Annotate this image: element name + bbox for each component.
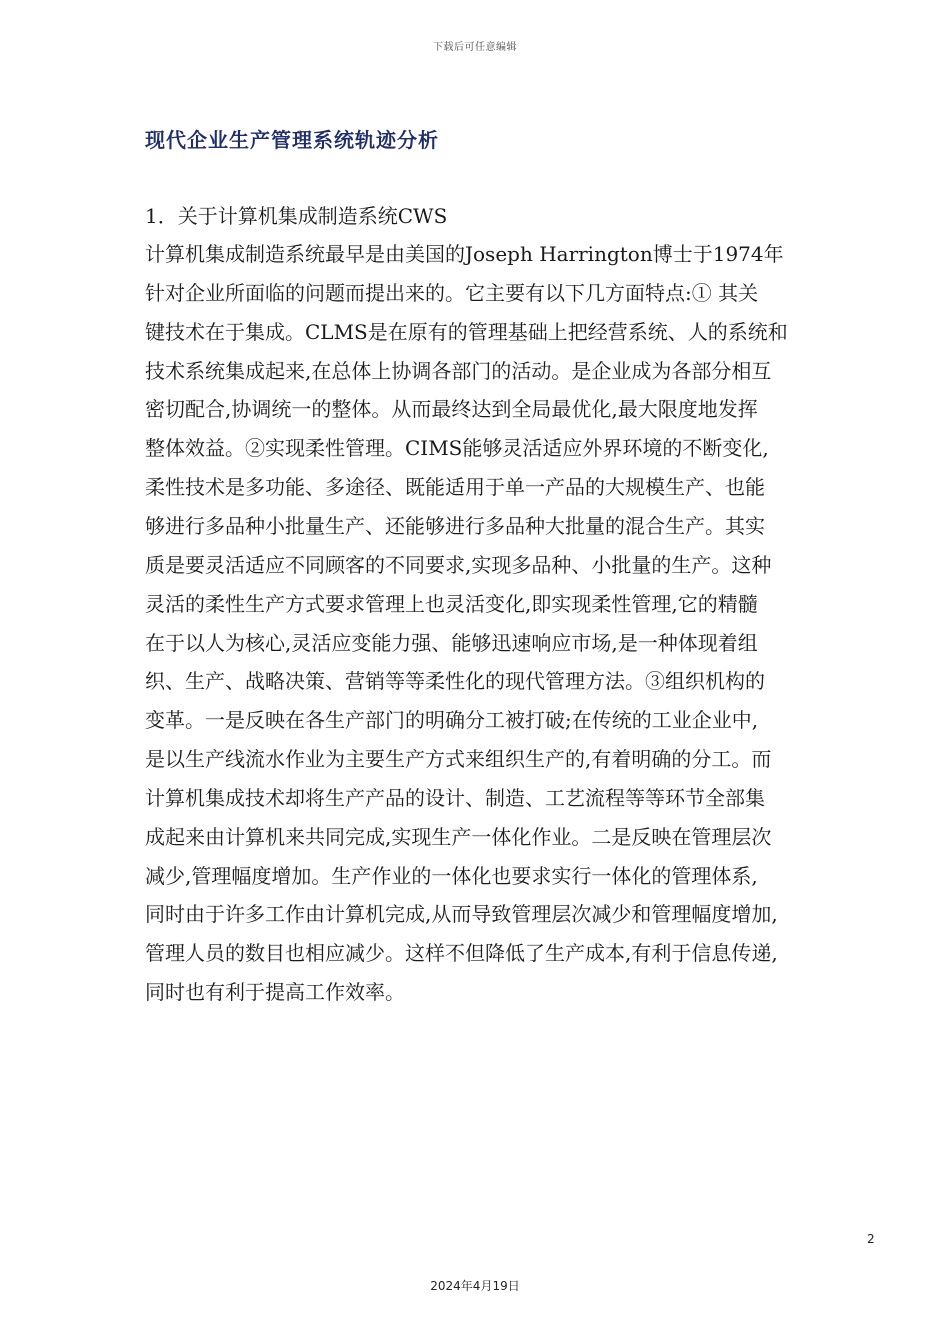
body-line: 键技术在于集成。CLMS是在原有的管理基础上把经营系统、人的系统和 [145, 319, 788, 344]
body-line: 在于以人为核心,灵活应变能力强、能够迅速响应市场,是一种体现着组 [145, 630, 758, 655]
body-line: 同时也有利于提高工作效率。 [145, 980, 405, 1005]
body-line: 够进行多品种小批量生产、还能够进行多品种大批量的混合生产。其实 [145, 513, 765, 538]
body-line: 织、生产、战略决策、营销等等柔性化的现代管理方法。③组织机构的 [145, 669, 765, 694]
body-line: 管理人员的数目也相应减少。这样不但降低了生产成本,有利于信息传递, [145, 941, 778, 966]
body-line: 是以生产线流水作业为主要生产方式来组织生产的,有着明确的分工。而 [145, 747, 772, 772]
body-line: 计算机集成制造系统最早是由美国的Joseph Harrington博士于1974年 [145, 242, 784, 266]
body-line: 灵活的柔性生产方式要求管理上也灵活变化,即实现柔性管理,它的精髓 [145, 591, 758, 616]
page-number: 2 [867, 1232, 875, 1246]
body-line: 计算机集成技术却将生产产品的设计、制造、工艺流程等等环节全部集 [145, 785, 765, 810]
page-footer-date: 2024年4月19日 [430, 1279, 520, 1293]
document-title: 现代企业生产管理系统轨迹分析 [145, 128, 439, 152]
body-line: 变革。一是反映在各生产部门的明确分工被打破;在传统的工业企业中, [145, 708, 759, 733]
body-line: 减少,管理幅度增加。生产作业的一体化也要求实行一体化的管理体系, [145, 863, 758, 888]
body-line: 整体效益。②实现柔性管理。CIMS能够灵活适应外界环境的不断变化, [145, 436, 769, 461]
body-line: 针对企业所面临的问题而提出来的。它主要有以下几方面特点:① 其关 [145, 280, 759, 305]
body-line: 技术系统集成起来,在总体上协调各部门的活动。是企业成为各部分相互 [145, 358, 772, 383]
page-header: 下载后可任意编辑 [433, 42, 517, 53]
body-line: 成起来由计算机来共同完成,实现生产一体化作业。二是反映在管理层次 [145, 824, 772, 849]
section-heading: 1．关于计算机集成制造系统CWS [145, 204, 448, 228]
body-line: 同时由于许多工作由计算机完成,从而导致管理层次减少和管理幅度增加, [145, 902, 778, 927]
body-line: 密切配合,协调统一的整体。从而最终达到全局最优化,最大限度地发挥 [145, 397, 758, 422]
body-line: 柔性技术是多功能、多途径、既能适用于单一产品的大规模生产、也能 [145, 475, 765, 500]
body-line: 质是要灵活适应不同顾客的不同要求,实现多品种、小批量的生产。这种 [145, 552, 772, 577]
